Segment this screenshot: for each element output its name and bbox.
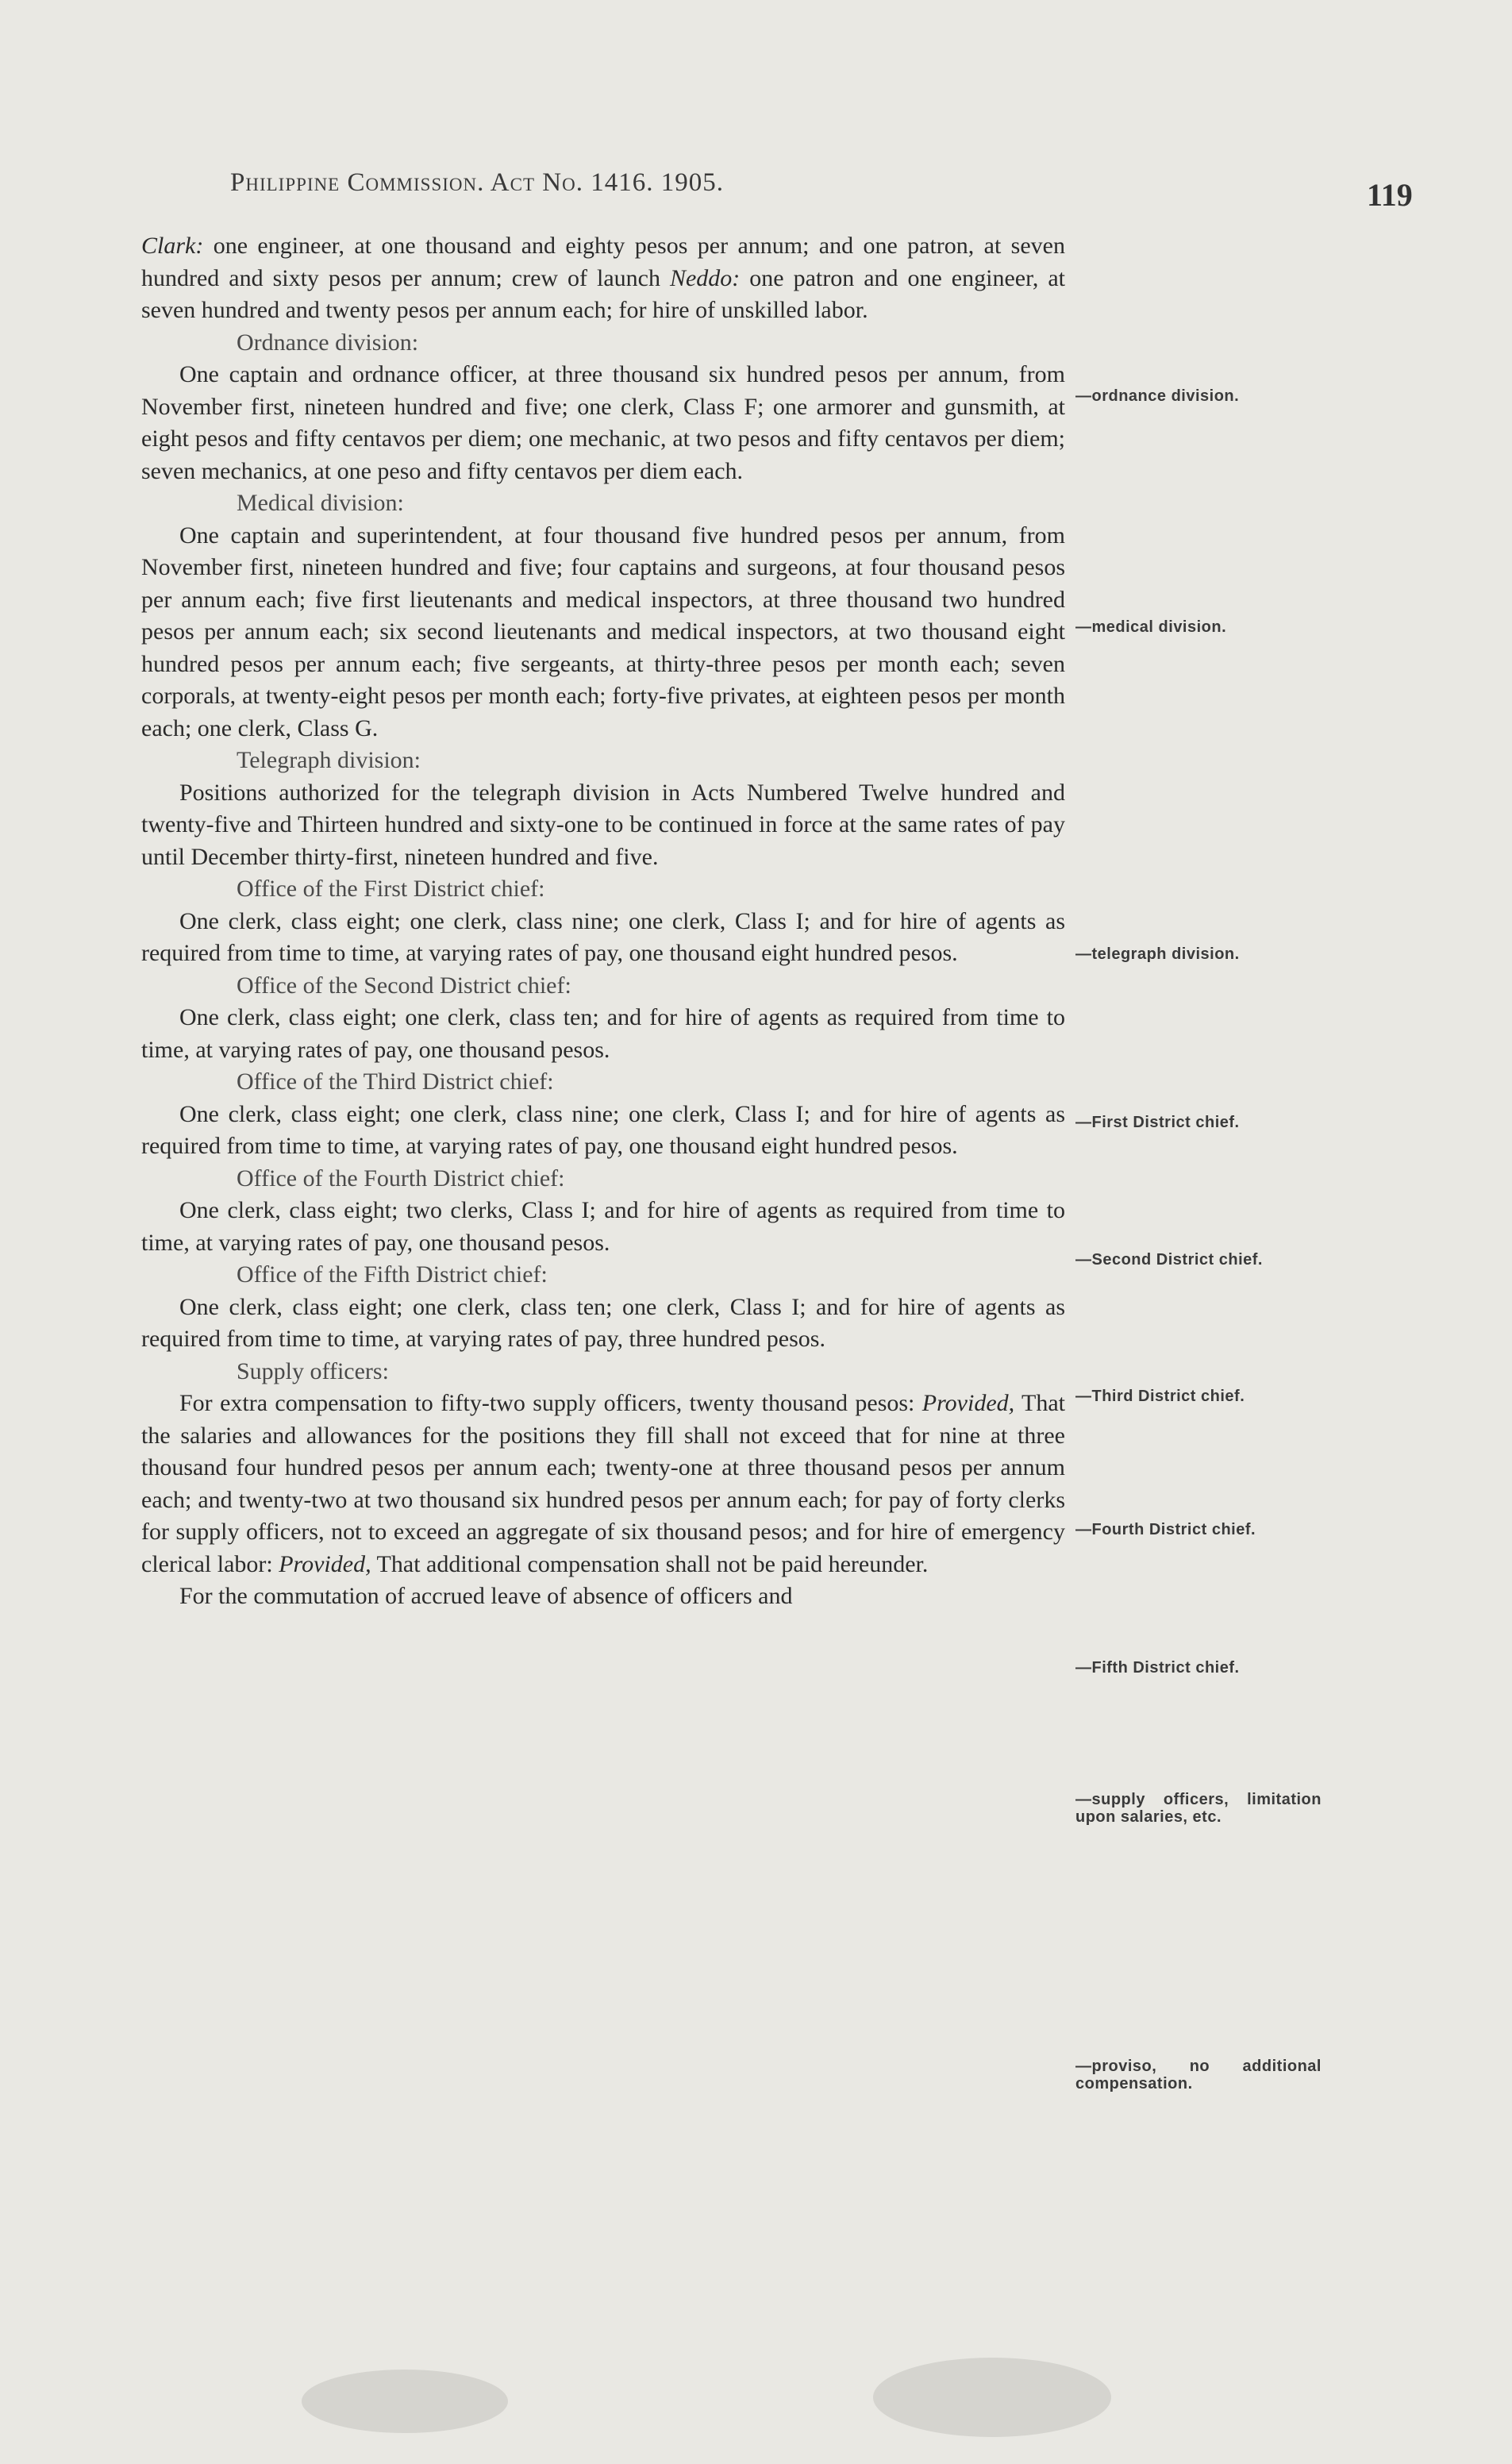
medical-paragraph: One captain and superintendent, at four thousand five hundred pesos per annum, from November first, nineteen hundred and five; four captains and surgeons, at four thousand pesos per annum each; five first lieutenants and medical inspectors, at three thousand two hundred pesos per annum each; six second lieutenants and medical inspectors, at two thousand eight hundred pesos per annum each; five sergeants, at thirty-three pesos per month each; seven corporals, at twenty-eight pesos per month each; forty-five privates, at eighteen pesos per month each; one clerk, Class G. (141, 522, 1065, 741)
third-district-heading: Office of the Third District chief: (237, 1068, 554, 1095)
fourth-district-paragraph: One clerk, class eight; two clerks, Class I; and for hire of agents as required from time to time, at varying rates of pay, one thousand pesos. (141, 1197, 1065, 1256)
third-district-paragraph: One clerk, class eight; one clerk, class nine; one clerk, Class I; and for hire of agents as required from time to time, at varying rates of pay, one thousand eight hundred pesos. (141, 1100, 1065, 1159)
telegraph-heading: Telegraph division: (237, 747, 421, 773)
ordnance-paragraph: One captain and ordnance officer, at three thousand six hundred pesos per annum, from November first, nineteen hundred and five; one clerk, Class F; one armorer and gunsmith, at eight pesos and fifty centavos per diem; one mechanic, at two pesos and fifty centavos per diem; seven mechanics, at one peso and fifty centavos per diem each. (141, 361, 1065, 484)
margin-note-fourth-district: —Fourth District chief. (1075, 1521, 1256, 1538)
clark-text-2: one patron and one engineer, at seven hundred and twenty pesos per annum each; for hire of unskilled labor. (141, 264, 1065, 323)
margin-note-fifth-district: —Fifth District chief. (1075, 1659, 1240, 1677)
margin-note-supply: —supply officers, limitation upon salaries, etc. (1075, 1791, 1322, 1826)
margin-note-second-district: —Second District chief. (1075, 1251, 1263, 1269)
medical-heading: Medical division: (237, 490, 404, 516)
first-district-heading: Office of the First District chief: (237, 876, 545, 902)
clark-text: one engineer, at one thousand and eighty pesos per annum; and one patron, at seven hundred and sixty pesos per annum; crew of launch (141, 233, 1065, 291)
supply-text-3: That additional compensation shall not be paid hereunder. (371, 1550, 929, 1577)
first-district-paragraph: One clerk, class eight; one clerk, class nine; one clerk, Class I; and for hire of agents as required from time to time, at varying rates of pay, one thousand eight hundred pesos. (141, 907, 1065, 966)
margin-note-third-district: —Third District chief. (1075, 1388, 1245, 1405)
margin-note-telegraph: —telegraph division. (1075, 945, 1240, 963)
body-text (141, 230, 1065, 1613)
page-smudge (302, 2370, 508, 2433)
second-district-paragraph: One clerk, class eight; one clerk, class ten; and for hire of agents as required from time to time, at varying rates of pay, one thousand pesos. (141, 1004, 1065, 1063)
clark-label: Clark: (141, 233, 204, 259)
telegraph-paragraph: Positions authorized for the telegraph division in Acts Numbered Twelve hundred and twenty-five and Thirteen hundred and sixty-one to be continued in force at the same rates of pay until December thirty-first, nineteen hundred and five. (141, 779, 1065, 870)
margin-note-ordnance: —ordnance division. (1075, 387, 1240, 405)
margin-note-proviso: —proviso, no additional compensation. (1075, 2058, 1322, 2092)
supply-paragraph (141, 1388, 1065, 1580)
supply-text-1: For extra compensation to fifty-two supply officers, twenty thousand pesos: (179, 1390, 922, 1416)
ordnance-heading: Ordnance division: (237, 329, 419, 356)
page-number: 119 (1367, 177, 1413, 213)
fourth-district-heading: Office of the Fourth District chief: (237, 1165, 565, 1192)
final-paragraph: For the commutation of accrued leave of absence of officers and (179, 1583, 793, 1609)
provided-label-1: Provided, (921, 1390, 1015, 1416)
running-head: Philippine Commission. Act No. 1416. 1905. (230, 168, 724, 197)
fifth-district-paragraph: One clerk, class eight; one clerk, class ten; one clerk, Class I; and for hire of agents as required from time to time, at varying rates of pay, three hundred pesos. (141, 1293, 1065, 1352)
margin-note-medical: —medical division. (1075, 618, 1227, 636)
second-district-heading: Office of the Second District chief: (237, 972, 571, 999)
fifth-district-heading: Office of the Fifth District chief: (237, 1261, 548, 1288)
neddo-label: Neddo: (669, 264, 741, 291)
page-smudge (873, 2358, 1111, 2437)
supply-heading: Supply officers: (237, 1357, 389, 1384)
paragraph-clark (141, 230, 1065, 327)
supply-text-2: That the salaries and allowances for the positions they fill shall not exceed that for nine at three thousand four hundred pesos per annum each; twenty-one at three thousand pesos per annum each; and twenty-two at two thousand six hundred pesos per annum each; for pay of forty clerks for supply officers, not to exceed an aggregate of six thousand pesos; and for hire of emergency clerical labor: (141, 1390, 1065, 1577)
provided-label-2: Provided, (279, 1550, 371, 1577)
margin-note-first-district: —First District chief. (1075, 1114, 1240, 1131)
